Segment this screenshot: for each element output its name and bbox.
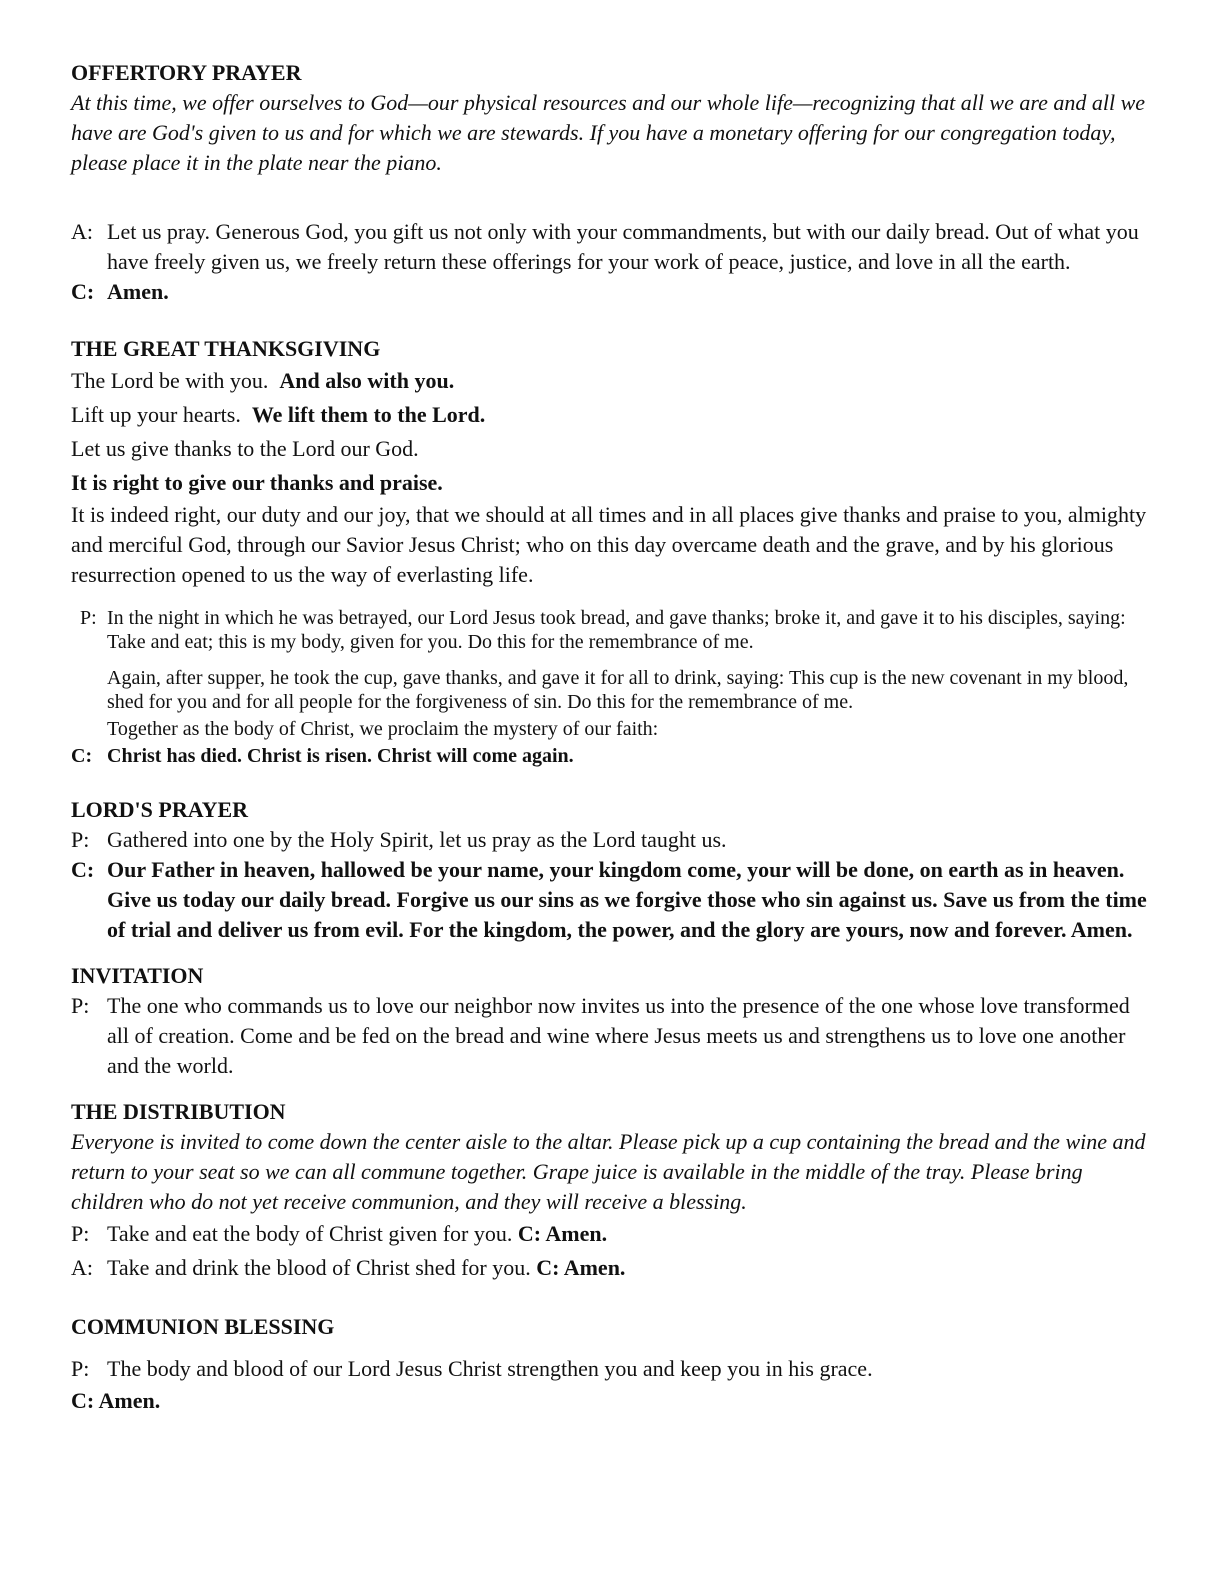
- lords-prayer-section: [71, 795, 1154, 945]
- distribution-section: [71, 1097, 1154, 1285]
- thanksgiving-section: [71, 334, 1154, 768]
- speaker-label: P:: [71, 1356, 90, 1381]
- blessing-text: The body and blood of our Lord Jesus Christ strengthen you and keep you in his grace.: [107, 1356, 873, 1381]
- speaker-label: C:: [71, 279, 95, 304]
- words-of-institution-cup: [71, 666, 1154, 714]
- offertory-section: [71, 58, 1154, 307]
- speaker-label: A:: [71, 1255, 93, 1280]
- leader-text: Lift up your hearts.: [71, 402, 241, 427]
- speaker-label: P:: [71, 1221, 90, 1246]
- distribution-cup-line: [71, 1251, 1154, 1285]
- institution-cup-text: Again, after supper, he took the cup, gave thanks, and gave it for all to drink, saying: This cup is the new covenant in my blood, shed for you and for all people for the forgiveness of sin. Do this for the remembrance of me.: [107, 667, 1129, 713]
- congregation-response: C: Amen.: [536, 1255, 626, 1280]
- distribution-bread-line: [71, 1217, 1154, 1251]
- invitation-section: [71, 961, 1154, 1081]
- lords-prayer-text: Our Father in heaven, hallowed be your name, your kingdom come, your will be done, on earth as in heaven. Give us today our daily bread. Forgive us our sins as we forgive those who sin against us. Save us from the time of trial and deliver us from evil. For the kingdom, the power, and the glory are yours, now and forever. Amen.: [107, 857, 1147, 942]
- congregation-response: Amen.: [107, 279, 169, 304]
- distribution-heading: THE DISTRIBUTION: [71, 1099, 286, 1124]
- invitation-text: The one who commands us to love our neighbor now invites us into the presence of the one whose love transformed all of creation. Come and be fed on the bread and wine where Jesus meets us and strengthens us to love one another and the world.: [107, 993, 1130, 1078]
- speaker-label: C:: [71, 745, 93, 767]
- speaker-label: P:: [71, 827, 90, 852]
- offertory-assistant-line: [71, 217, 1154, 277]
- mystery-response-text: Christ has died. Christ is risen. Christ will come again.: [107, 745, 574, 767]
- speaker-label: P:: [80, 607, 97, 629]
- speaker-label: P:: [71, 993, 90, 1018]
- invitation-heading: INVITATION: [71, 963, 204, 988]
- blessing-heading: COMMUNION BLESSING: [71, 1314, 335, 1339]
- dialogue-line-4: It is right to give our thanks and praise.: [71, 470, 443, 495]
- congregation-response: C: Amen.: [517, 1221, 608, 1246]
- dialogue-line-2: [71, 398, 1154, 432]
- lords-prayer-intro-text: Gathered into one by the Holy Spirit, let us pray as the Lord taught us.: [107, 827, 727, 852]
- preface-text: It is indeed right, our duty and our joy, that we should at all times and in all places give thanks and praise to you, almighty and merciful God, through our Savior Jesus Christ; who on this day overcame death and the grave, and by his glorious resurrection opened to us the way of everlasting life.: [71, 502, 1147, 587]
- thanksgiving-heading: THE GREAT THANKSGIVING: [71, 336, 381, 361]
- distribution-cup-text: Take and drink the blood of Christ shed for you.: [107, 1255, 531, 1280]
- leader-text: The Lord be with you.: [71, 368, 269, 393]
- response-text: We lift them to the Lord.: [251, 402, 486, 427]
- words-of-institution-bread: [71, 606, 1154, 654]
- blessing-response: C: Amen.: [71, 1388, 161, 1413]
- distribution-rubric: Everyone is invited to come down the center aisle to the altar. Please pick up a cup containing the bread and the wine and return to your seat so we can all commune together. Grape juice is available in the middle of the tray. Please bring children who do not yet receive communion, and they will receive a blessing.: [71, 1129, 1146, 1214]
- blessing-section: [71, 1312, 1154, 1416]
- response-text: And also with you.: [279, 368, 455, 393]
- speaker-label: A:: [71, 219, 93, 244]
- dialogue-line-3: Let us give thanks to the Lord our God.: [71, 436, 419, 461]
- lords-prayer-text-row: [71, 855, 1154, 945]
- mystery-intro-text: Together as the body of Christ, we proclaim the mystery of our faith:: [107, 718, 659, 740]
- institution-bread-text: In the night in which he was betrayed, our Lord Jesus took bread, and gave thanks; broke it, and gave it to his disciples, saying: Take and eat; this is my body, given for you. Do this for the remembrance of me.: [107, 607, 1126, 653]
- lords-prayer-heading: LORD'S PRAYER: [71, 797, 249, 822]
- distribution-bread-text: Take and eat the body of Christ given for you.: [107, 1221, 513, 1246]
- speaker-label: C:: [71, 857, 95, 882]
- dialogue-line-1: [71, 364, 1154, 398]
- offertory-prayer-text: Let us pray. Generous God, you gift us not only with your commandments, but with our daily bread. Out of what you have freely given us, we freely return these offerings for your work of peace, justice, and love in all the earth.: [107, 219, 1139, 274]
- offertory-heading: OFFERTORY PRAYER: [71, 60, 302, 85]
- offertory-congregation-line: [71, 277, 1154, 307]
- offertory-rubric: At this time, we offer ourselves to God—our physical resources and our whole life—recognizing that all we are and all we have are God's given to us and for which we are stewards. If you have a monetary offering for our congregation today, please place it in the plate near the piano.: [71, 90, 1146, 175]
- invitation-line: [71, 991, 1154, 1081]
- lords-prayer-invitation: [71, 825, 1154, 855]
- blessing-line: [71, 1354, 1154, 1384]
- mystery-of-faith-response: [71, 744, 1154, 768]
- mystery-of-faith-intro: [71, 717, 1154, 741]
